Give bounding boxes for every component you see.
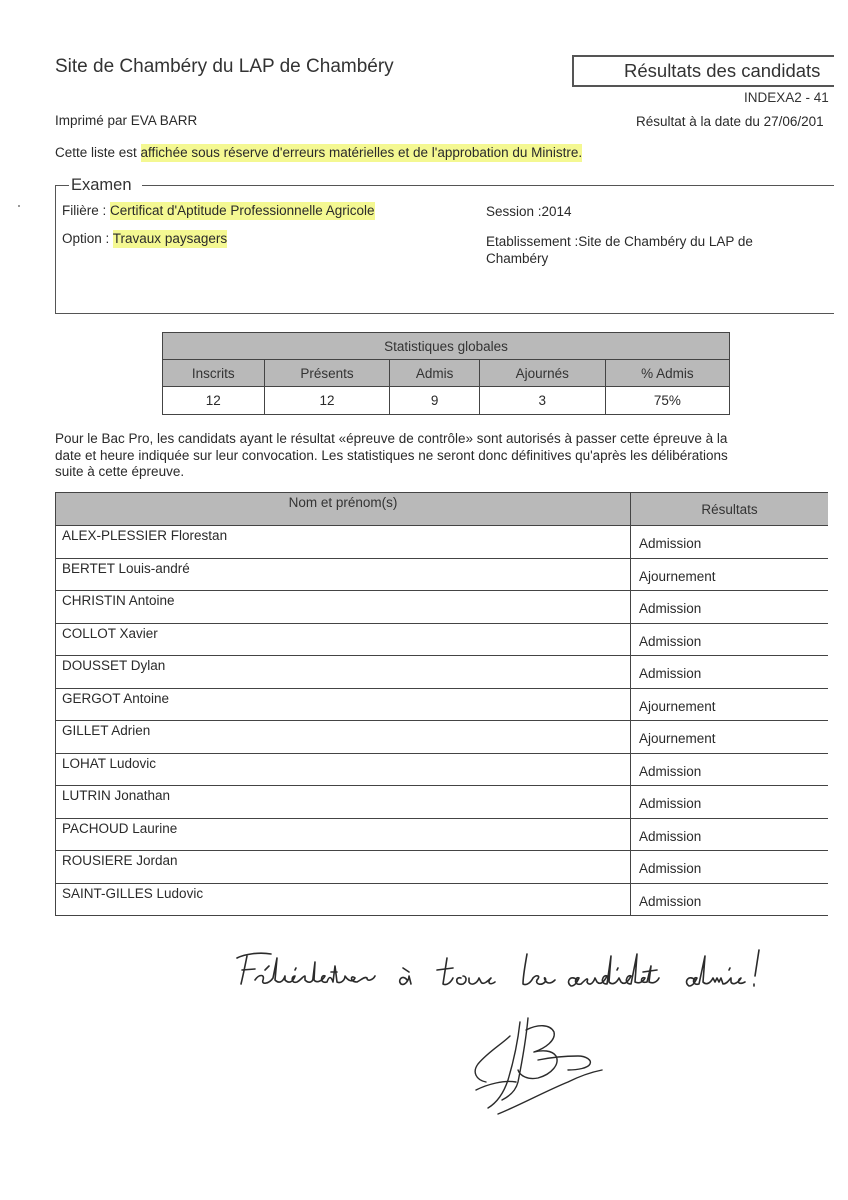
stats-value-pct-admis: 75%	[605, 387, 729, 415]
option-value: Travaux paysagers	[112, 231, 228, 246]
table-row	[56, 623, 829, 656]
candidate-result: Admission	[631, 623, 829, 656]
exam-legend: Examen	[71, 176, 132, 194]
table-row	[56, 558, 829, 591]
candidate-result: Ajournement	[631, 721, 829, 754]
candidate-result: Admission	[631, 818, 829, 851]
candidate-result: Ajournement	[631, 688, 829, 721]
etablissement: Etablissement :Site de Chambéry du LAP de Chambéry	[486, 234, 753, 266]
site-title: Site de Chambéry du LAP de Chambéry	[55, 56, 394, 77]
candidate-name: LOHAT Ludovic	[56, 753, 631, 786]
stats-header-ajournes: Ajournés	[479, 360, 605, 387]
candidate-name: CHRISTIN Antoine	[56, 591, 631, 624]
candidate-result: Admission	[631, 786, 829, 819]
option	[62, 231, 227, 246]
candidate-result: Ajournement	[631, 558, 829, 591]
disclaimer-highlighted: affichée sous réserve d'erreurs matérielles et de l'approbation du Ministre.	[140, 145, 583, 160]
stats-header-pct-admis: % Admis	[605, 360, 729, 387]
candidate-name: LUTRIN Jonathan	[56, 786, 631, 819]
session: Session :2014	[486, 204, 572, 219]
results-title-box	[572, 55, 834, 87]
candidate-name: PACHOUD Laurine	[56, 818, 631, 851]
candidate-name: ROUSIERE Jordan	[56, 851, 631, 884]
candidate-name: DOUSSET Dylan	[56, 656, 631, 689]
results-header-name: Nom et prénom(s)	[56, 493, 631, 526]
bac-pro-note: Pour le Bac Pro, les candidats ayant le résultat «épreuve de contrôle» sont autorisés à passer cette épreuve à la date et heure indiquée sur leur convocation. Les statistiques ne seront donc définitives qu'après les délibérations suite à cette épreuve.	[55, 431, 728, 479]
table-row	[56, 851, 829, 884]
candidate-name: BERTET Louis-andré	[56, 558, 631, 591]
stats-header-presents: Présents	[264, 360, 390, 387]
table-row	[56, 721, 829, 754]
exam-frame-top-left	[55, 185, 69, 186]
candidate-result: Admission	[631, 883, 829, 916]
option-label: Option :	[62, 231, 113, 246]
printed-by: Imprimé par EVA BARR	[55, 113, 198, 128]
stats-title: Statistiques globales	[163, 333, 730, 360]
table-row	[56, 786, 829, 819]
results-title: Résultats des candidats	[624, 60, 821, 81]
table-row	[56, 688, 829, 721]
exam-frame-top-right	[142, 185, 834, 186]
stats-value-ajournes: 3	[479, 387, 605, 415]
results-table	[55, 492, 828, 916]
table-row	[56, 591, 829, 624]
candidate-result: Admission	[631, 656, 829, 689]
stats-header-admis: Admis	[390, 360, 479, 387]
handwritten-note	[225, 940, 770, 1000]
result-date: Résultat à la date du 27/06/201	[636, 114, 824, 129]
candidate-result: Admission	[631, 591, 829, 624]
table-row	[56, 818, 829, 851]
filiere-label: Filière :	[62, 203, 111, 218]
stats-header-inscrits: Inscrits	[163, 360, 265, 387]
candidate-result: Admission	[631, 526, 829, 559]
stats-table	[162, 332, 730, 415]
stats-value-inscrits: 12	[163, 387, 265, 415]
candidate-result: Admission	[631, 851, 829, 884]
disclaimer-prefix: Cette liste est	[55, 145, 141, 160]
table-row	[56, 656, 829, 689]
candidate-name: GERGOT Antoine	[56, 688, 631, 721]
scan-speck	[18, 205, 20, 207]
filiere-value: Certificat d'Aptitude Professionnelle Agricole	[110, 203, 375, 218]
table-row	[56, 526, 829, 559]
candidate-name: SAINT-GILLES Ludovic	[56, 883, 631, 916]
index-code: INDEXA2 - 41	[744, 90, 829, 105]
candidate-result: Admission	[631, 753, 829, 786]
disclaimer	[55, 145, 582, 160]
filiere	[62, 203, 375, 218]
candidate-name: GILLET Adrien	[56, 721, 631, 754]
stats-value-presents: 12	[264, 387, 390, 415]
results-header-result: Résultats	[631, 493, 829, 526]
candidate-name: COLLOT Xavier	[56, 623, 631, 656]
candidate-name: ALEX-PLESSIER Florestan	[56, 526, 631, 559]
signature	[468, 1010, 608, 1120]
stats-value-admis: 9	[390, 387, 479, 415]
table-row	[56, 883, 829, 916]
table-row	[56, 753, 829, 786]
